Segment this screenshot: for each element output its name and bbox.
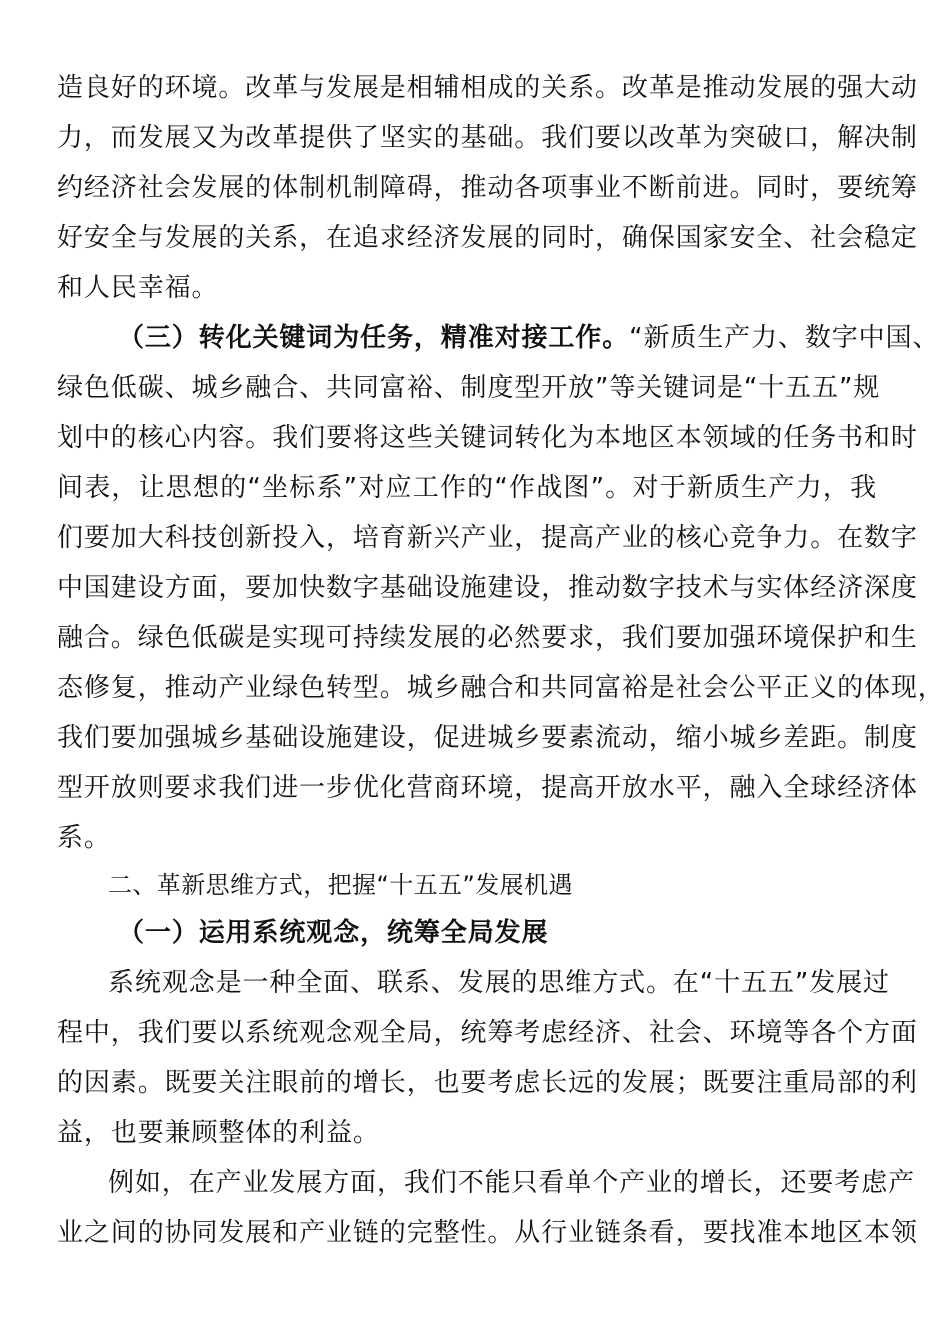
- paragraph-line: 业之间的协同发展和产业链的完整性。从行业链条看，要找准本地区本领: [57, 1218, 918, 1248]
- paragraph-line: 型开放则要求我们进一步优化营商环境，提高开放水平，融入全球经济体: [57, 773, 918, 803]
- paragraph-line: 态修复，推动产业绿色转型。城乡融合和共同富裕是社会公平正义的体现，: [57, 673, 945, 703]
- paragraph-text: “新质生产力、数字中国、: [629, 323, 940, 353]
- paragraph-line: 和人民幸福。: [57, 273, 219, 303]
- paragraph-line: 中国建设方面，要加快数字基础设施建设，推动数字技术与实体经济深度: [57, 573, 918, 603]
- paragraph-line: 好安全与发展的关系，在追求经济发展的同时，确保国家安全、社会稳定: [57, 223, 918, 253]
- paragraph-line: 们要加大科技创新投入，培育新兴产业，提高产业的核心竞争力。在数字: [57, 523, 918, 553]
- paragraph-line: 划中的核心内容。我们要将这些关键词转化为本地区本领域的任务书和时: [57, 423, 918, 453]
- subsection-heading: （一）运用系统观念，统筹全局发展: [118, 918, 549, 948]
- paragraph-line: 间表，让思想的“坐标系”对应工作的“作战图”。对于新质生产力，我: [57, 473, 877, 503]
- paragraph-first-line: [118, 320, 940, 356]
- paragraph-line: 造良好的环境。改革与发展是相辅相成的关系。改革是推动发展的强大动: [57, 73, 918, 103]
- paragraph-line: 系。: [57, 823, 111, 853]
- section-heading: 二、革新思维方式，把握“十五五”发展机遇: [108, 871, 573, 899]
- paragraph-line: 绿色低碳、城乡融合、共同富裕、制度型开放”等关键词是“十五五”规: [57, 373, 881, 403]
- paragraph-line: 系统观念是一种全面、联系、发展的思维方式。在“十五五”发展过: [108, 968, 890, 998]
- paragraph-line: 的因素。既要关注眼前的增长，也要考虑长远的发展；既要注重局部的利: [57, 1068, 918, 1098]
- paragraph-line: 例如，在产业发展方面，我们不能只看单个产业的增长，还要考虑产: [108, 1168, 916, 1198]
- subsection-lead-heading: （三）转化关键词为任务，精准对接工作。: [118, 323, 630, 353]
- paragraph-line: 约经济社会发展的体制机制障碍，推动各项事业不断前进。同时，要统筹: [57, 173, 918, 203]
- paragraph-line: 益，也要兼顾整体的利益。: [57, 1118, 380, 1148]
- paragraph-line: 融合。绿色低碳是实现可持续发展的必然要求，我们要加强环境保护和生: [57, 623, 918, 653]
- paragraph-line: 我们要加强城乡基础设施建设，促进城乡要素流动，缩小城乡差距。制度: [57, 723, 918, 753]
- paragraph-line: 力，而发展又为改革提供了坚实的基础。我们要以改革为突破口，解决制: [57, 123, 918, 153]
- paragraph-line: 程中，我们要以系统观念观全局，统筹考虑经济、社会、环境等各个方面: [57, 1018, 918, 1048]
